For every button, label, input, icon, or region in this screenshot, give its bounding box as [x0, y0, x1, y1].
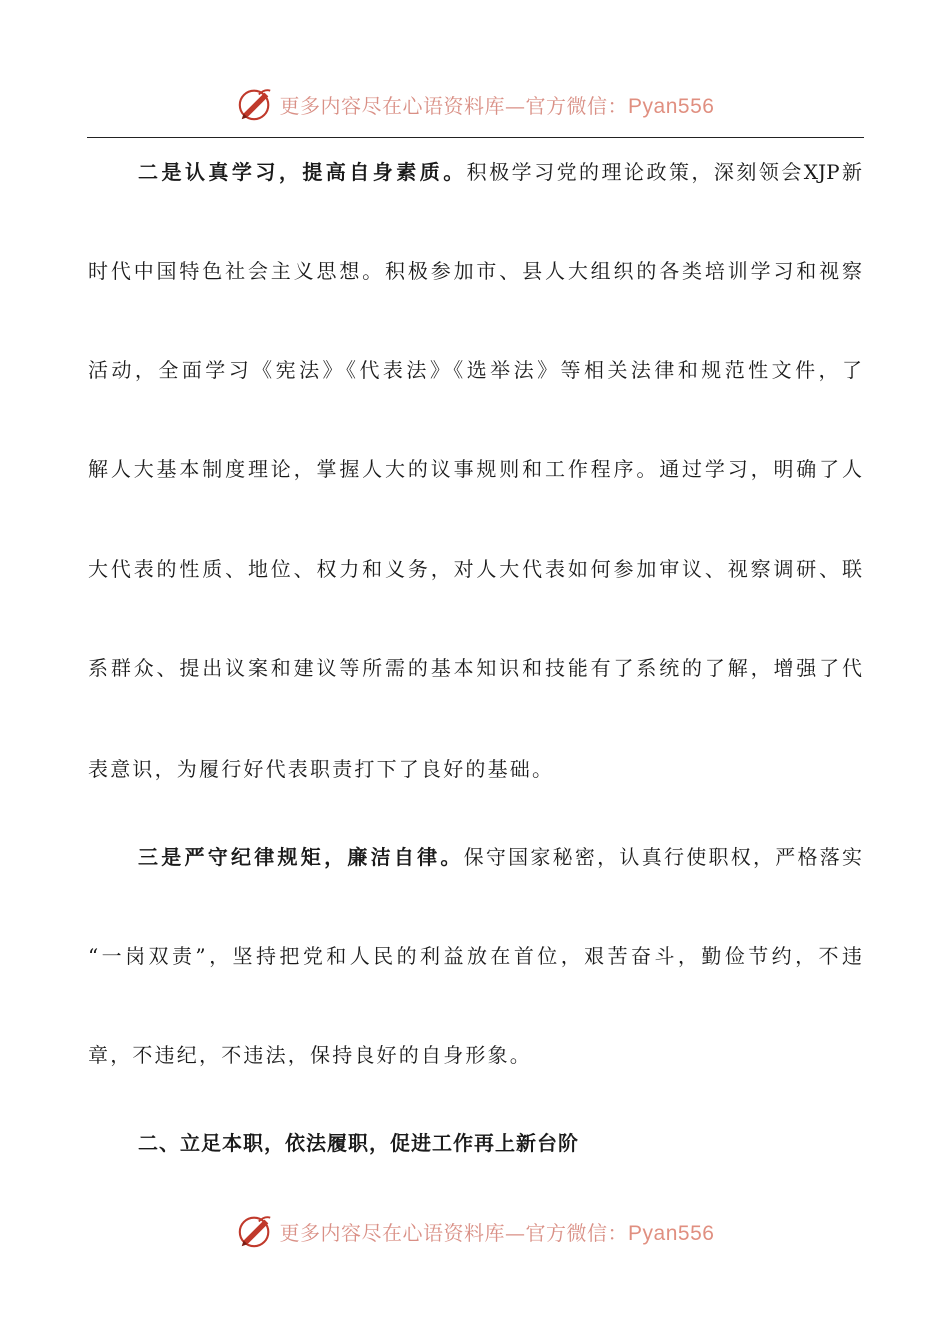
paragraph-1-line-4: 解人大基本制度理论，掌握人大的议事规则和工作程序。通过学习，明确了人	[88, 457, 862, 481]
watermark-wechat-id: Pyan556	[628, 1221, 715, 1245]
paragraph-1-line-1	[138, 155, 862, 189]
section-heading: 二、立足本职，依法履职，促进工作再上新台阶	[138, 1131, 579, 1155]
pen-logo-icon	[236, 85, 274, 123]
paragraph-1-line-7: 表意识，为履行好代表职责打下了良好的基础。	[88, 757, 555, 781]
paragraph-2-lead: 三是严守纪律规矩，廉洁自律。	[138, 845, 464, 869]
paragraph-1-lead: 二是认真学习，提高自身素质。	[138, 160, 467, 184]
paragraph-2-line-1-text: 保守国家秘密，认真行使职权，严格落实	[463, 845, 863, 869]
paragraph-2-line-3: 章，不违纪，不违法，保持良好的自身形象。	[88, 1043, 532, 1067]
paragraph-1-line-6: 系群众、提出议案和建议等所需的基本知识和技能有了系统的了解，增强了代	[88, 656, 862, 680]
paragraph-1-line-2: 时代中国特色社会主义思想。积极参加市、县人大组织的各类培训学习和视察	[88, 259, 862, 283]
watermark-text: 更多内容尽在心语资料库—官方微信：Pyan556	[279, 1220, 715, 1245]
paragraph-1-line-5: 大代表的性质、地位、权力和义务，对人大代表如何参加审议、视察调研、联	[88, 557, 862, 581]
watermark-text: 更多内容尽在心语资料库—官方微信：Pyan556	[279, 93, 715, 118]
paragraph-2-line-2: “一岗双责”，坚持把党和人民的利益放在首位，艰苦奋斗，勤俭节约，不违	[88, 944, 862, 968]
pen-logo-icon	[236, 1212, 274, 1250]
paragraph-1-line-3: 活动，全面学习《宪法》《代表法》《选举法》等相关法律和规范性文件，了	[88, 358, 862, 382]
watermark-footer	[0, 1209, 950, 1253]
watermark-wechat-id: Pyan556	[628, 94, 715, 118]
paragraph-2-line-1	[138, 840, 862, 874]
header-divider	[87, 137, 864, 138]
watermark-header	[0, 82, 950, 126]
paragraph-1-line-1-text: 积极学习党的理论政策，深刻领会XJP新	[466, 160, 863, 184]
